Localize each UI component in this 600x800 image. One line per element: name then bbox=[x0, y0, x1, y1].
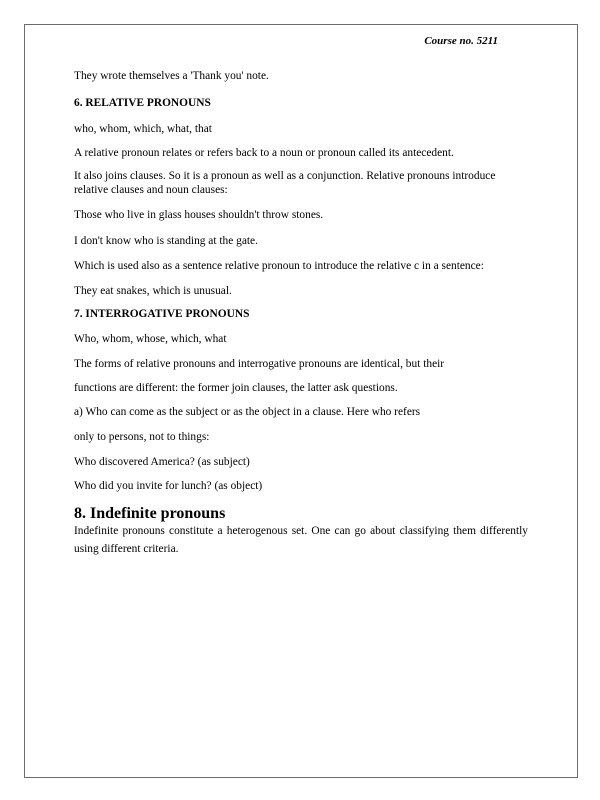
section-heading-indefinite-pronouns: 8. Indefinite pronouns bbox=[74, 505, 226, 522]
paragraph: It also joins clauses. So it is a pronoun as well as a conjunction. Relative pronouns introduce relative clauses and noun clauses: bbox=[74, 170, 496, 196]
paragraph: A relative pronoun relates or refers back to a noun or pronoun called its antecedent. bbox=[74, 147, 454, 159]
section-heading-interrogative-pronouns: 7. INTERROGATIVE PRONOUNS bbox=[74, 308, 250, 320]
paragraph: functions are different: the former join clauses, the latter ask questions. bbox=[74, 382, 398, 394]
course-number: Course no. 5211 bbox=[424, 35, 498, 47]
page-border bbox=[24, 24, 578, 778]
paragraph: The forms of relative pronouns and interrogative pronouns are identical, but their bbox=[74, 358, 445, 370]
paragraph: a) Who can come as the subject or as the object in a clause. Here who refers bbox=[74, 406, 421, 418]
sentence-example: I don't know who is standing at the gate. bbox=[74, 235, 258, 247]
paragraph: Which is used also as a sentence relative pronoun to introduce the relative c in a sentence: bbox=[74, 260, 484, 272]
sentence-example: Who did you invite for lunch? (as object) bbox=[74, 480, 263, 492]
sentence-example: Who discovered America? (as subject) bbox=[74, 456, 250, 468]
relative-pronoun-list: who, whom, which, what, that bbox=[74, 123, 212, 135]
sentence-example: They wrote themselves a 'Thank you' note. bbox=[74, 70, 269, 82]
sentence-example: They eat snakes, which is unusual. bbox=[74, 285, 232, 297]
sentence-example: Those who live in glass houses shouldn't throw stones. bbox=[74, 209, 324, 221]
interrogative-pronoun-list: Who, whom, whose, which, what bbox=[74, 333, 227, 345]
paragraph: Indefinite pronouns constitute a heterogenous set. One can go about classifying them differently using different criteria. bbox=[74, 525, 528, 555]
paragraph: only to persons, not to things: bbox=[74, 431, 210, 443]
section-heading-relative-pronouns: 6. RELATIVE PRONOUNS bbox=[74, 97, 211, 109]
